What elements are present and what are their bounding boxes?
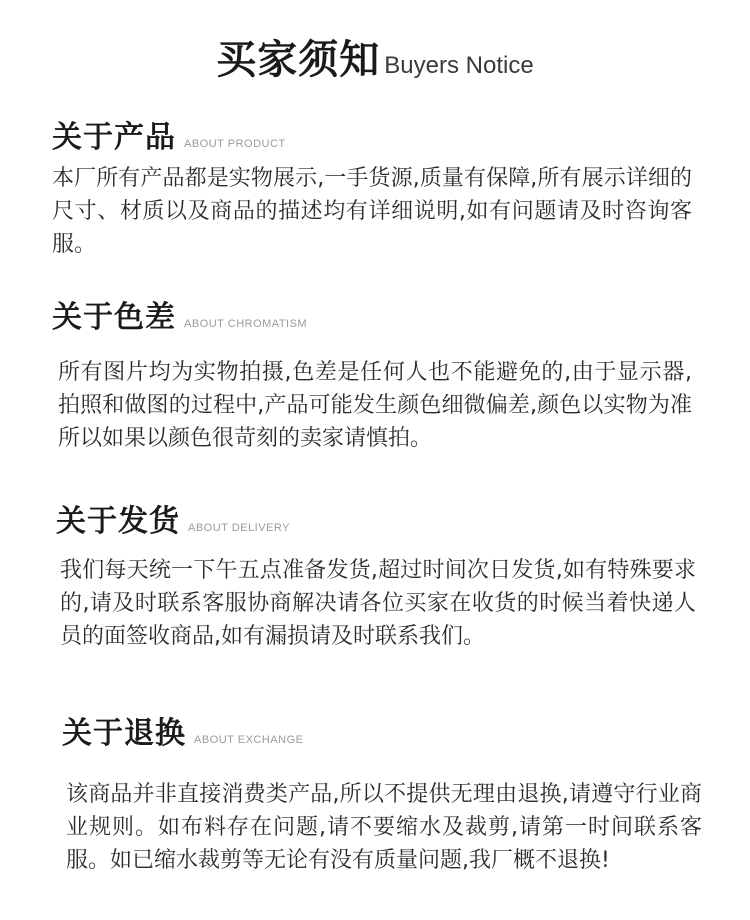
section-body: 所有图片均为实物拍摄,色差是任何人也不能避免的,由于显示器,拍照和做图的过程中,产品可能发生颜色细微偏差,颜色以实物为准所以如果以颜色很苛刻的卖家请慎拍。 [58,360,692,451]
section-about-product [52,112,692,261]
section-about-exchange [62,708,702,877]
section-body: 我们每天统一下午五点准备发货,超过时间次日发货,如有特殊要求的,请及时联系客服协商解决请各位买家在收货的时候当着快递人员的面签收商品,如有漏损请及时联系我们。 [60,558,696,649]
section-title: 关于色差 [52,300,176,335]
section-title-en: ABOUT PRODUCT [184,138,286,150]
section-body: 该商品并非直接消费类产品,所以不提供无理由退换,请遵守行业商业规则。如布料存在问题,请不要缩水及裁剪,请第一时间联系客服。如已缩水裁剪等无论有没有质量问题,我厂概不退换! [66,782,702,873]
section-about-delivery [56,496,696,653]
section-title-en: ABOUT EXCHANGE [194,734,304,746]
section-heading [52,292,692,336]
section-heading [56,496,696,540]
section-title-en: ABOUT CHROMATISM [184,318,308,330]
section-title: 关于产品 [52,120,176,155]
section-about-chromatism [52,292,692,455]
section-title: 关于退换 [62,716,186,751]
page-header [0,28,750,85]
page-subtitle: Buyers Notice [384,52,534,79]
section-title: 关于发货 [56,504,180,539]
section-heading [62,708,702,752]
section-body: 本厂所有产品都是实物展示,一手货源,质量有保障,所有展示详细的尺寸、材质以及商品的描述均有详细说明,如有问题请及时咨询客服。 [52,166,692,257]
section-title-en: ABOUT DELIVERY [188,522,290,534]
page-title: 买家须知 [216,37,381,83]
section-heading [52,112,692,156]
